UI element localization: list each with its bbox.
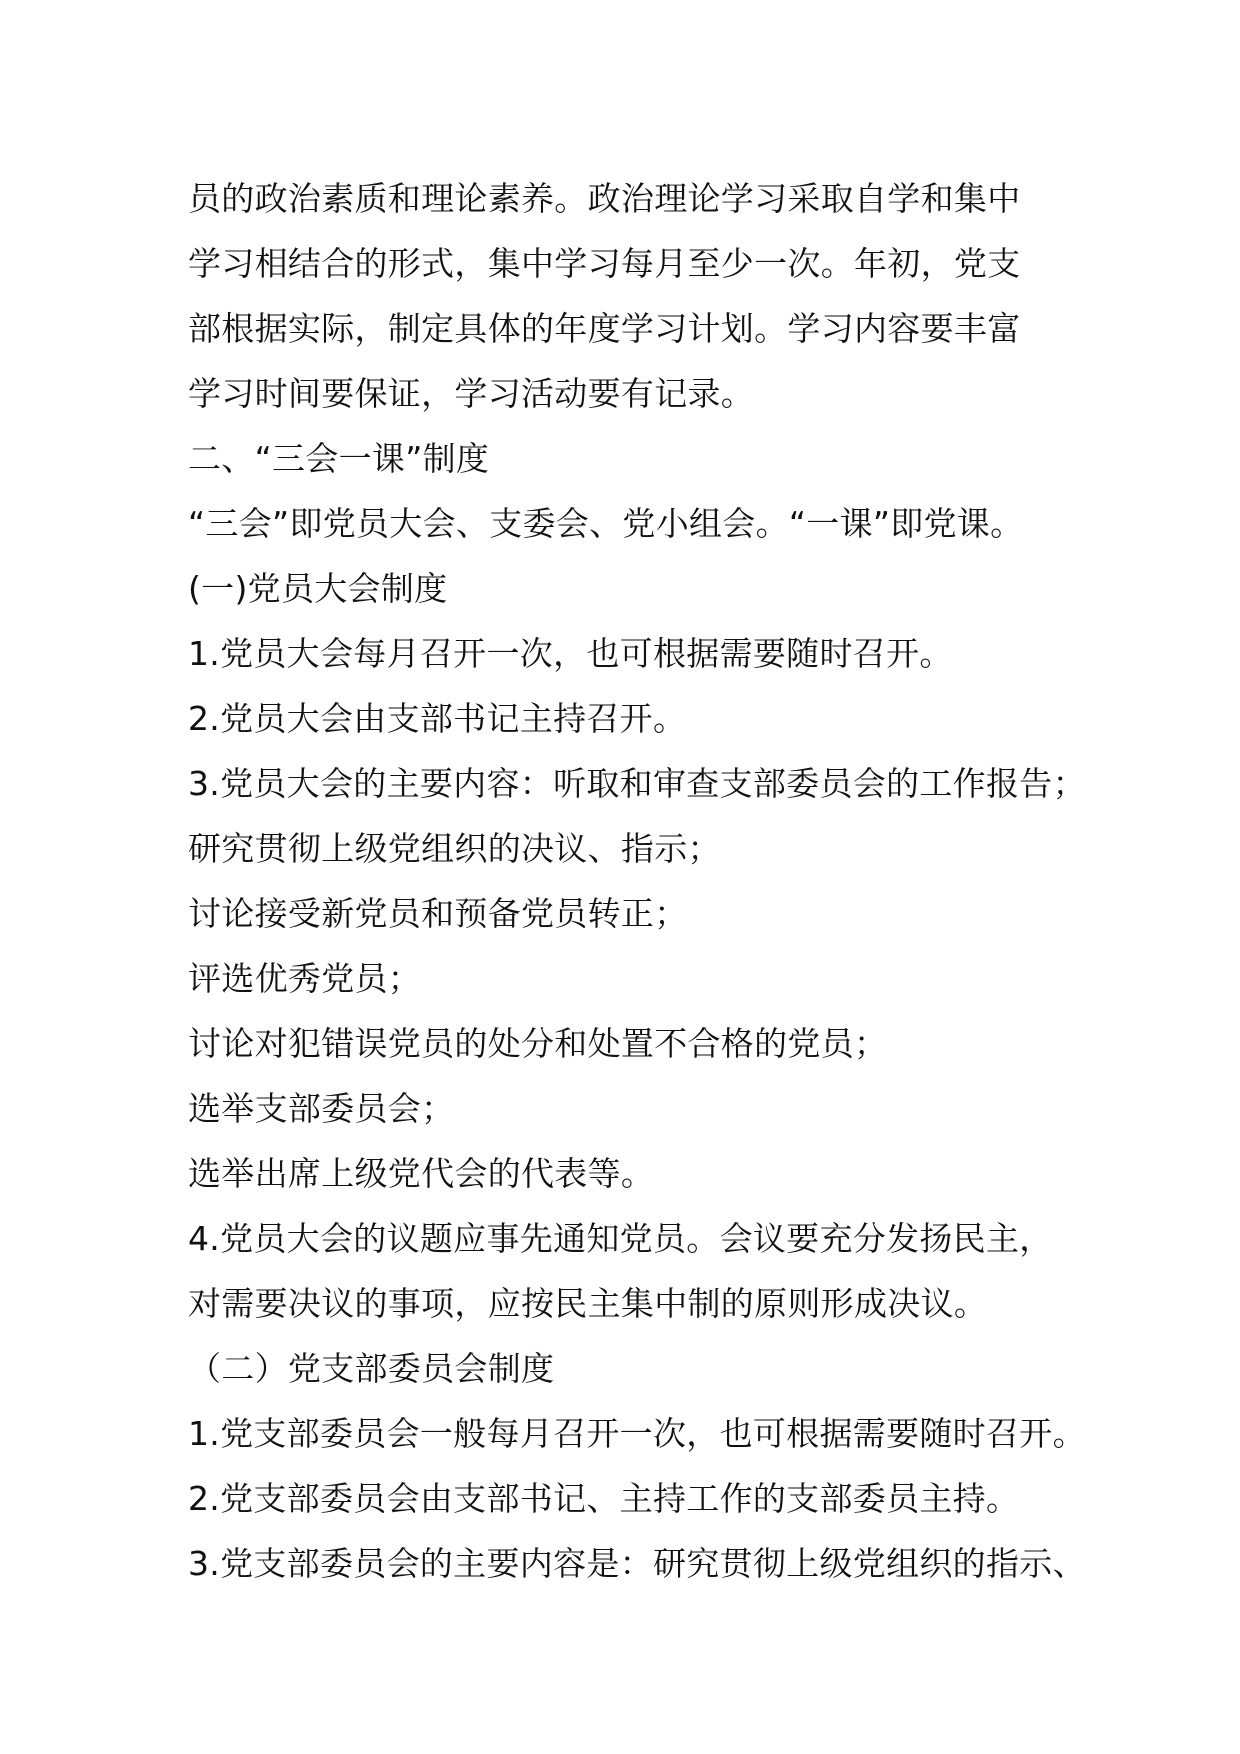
section-heading: 二、“三会一课”制度 bbox=[188, 439, 490, 478]
subsection-heading: （二）党支部委员会制度 bbox=[188, 1349, 555, 1388]
text-line: 研究贯彻上级党组织的决议、指示； bbox=[188, 829, 721, 868]
text-line: 对需要决议的事项，应按民主集中制的原则形成决议。 bbox=[188, 1284, 988, 1323]
text-line: 讨论接受新党员和预备党员转正； bbox=[188, 894, 688, 933]
text-line: 部根据实际，制定具体的年度学习计划。学习内容要丰富 bbox=[188, 309, 1021, 348]
text-line: “三会”即党员大会、支委会、党小组会。“一课”即党课。 bbox=[188, 504, 1024, 543]
text-line: 选举支部委员会； bbox=[188, 1089, 455, 1128]
text-line: 学习相结合的形式，集中学习每月至少一次。年初，党支 bbox=[188, 244, 1021, 283]
list-item: 4.党员大会的议题应事先通知党员。会议要充分发扬民主， bbox=[188, 1219, 1053, 1258]
list-item: 1.党员大会每月召开一次，也可根据需要随时召开。 bbox=[188, 634, 953, 673]
list-item: 1.党支部委员会一般每月召开一次，也可根据需要随时召开。 bbox=[188, 1414, 1086, 1453]
list-item: 3.党员大会的主要内容：听取和审查支部委员会的工作报告； bbox=[188, 764, 1086, 803]
text-line: 评选优秀党员； bbox=[188, 959, 422, 998]
text-line: 员的政治素质和理论素养。政治理论学习采取自学和集中 bbox=[188, 179, 1021, 218]
text-line: 选举出席上级党代会的代表等。 bbox=[188, 1154, 655, 1193]
subsection-heading: (一)党员大会制度 bbox=[188, 569, 448, 608]
list-item: 2.党支部委员会由支部书记、主持工作的支部委员主持。 bbox=[188, 1479, 1020, 1518]
text-line: 学习时间要保证，学习活动要有记录。 bbox=[188, 374, 755, 413]
list-item: 3.党支部委员会的主要内容是：研究贯彻上级党组织的指示、 bbox=[188, 1544, 1086, 1583]
text-line: 讨论对犯错误党员的处分和处置不合格的党员； bbox=[188, 1024, 888, 1063]
document-body bbox=[188, 166, 1088, 1596]
list-item: 2.党员大会由支部书记主持召开。 bbox=[188, 699, 687, 738]
